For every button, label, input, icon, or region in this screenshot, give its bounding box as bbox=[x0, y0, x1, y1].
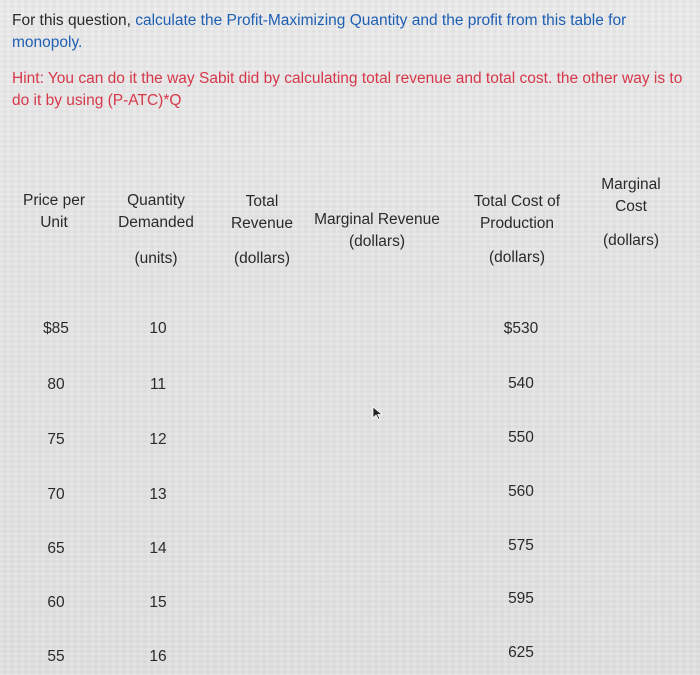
cell-price: 70 bbox=[47, 486, 65, 503]
header-quantity bbox=[108, 190, 204, 270]
hint-line-2: do it by using (P-ATC)*Q bbox=[12, 92, 182, 109]
header-quantity-line-2: Demanded bbox=[118, 214, 194, 231]
cell-quantity: 15 bbox=[149, 594, 167, 611]
cell-quantity: 12 bbox=[149, 431, 167, 448]
cell-price: 60 bbox=[47, 594, 65, 611]
question-prefix: For this question, bbox=[12, 12, 136, 29]
header-quantity-units: (units) bbox=[134, 250, 178, 267]
cell-price: $85 bbox=[43, 320, 69, 337]
mouse-pointer-icon bbox=[372, 406, 384, 420]
header-price-line-2: Unit bbox=[40, 214, 68, 231]
header-marginal-revenue bbox=[310, 209, 444, 253]
cell-total-cost: 625 bbox=[508, 644, 534, 661]
header-total-cost-units: (dollars) bbox=[489, 249, 545, 266]
header-quantity-line-1: Quantity bbox=[127, 192, 185, 209]
header-total-cost-line-1: Total Cost of bbox=[473, 193, 561, 210]
header-marginal-cost-units: (dollars) bbox=[603, 232, 659, 249]
header-total-revenue-line-1: Total bbox=[245, 193, 279, 210]
cell-quantity: 16 bbox=[149, 648, 167, 665]
cell-quantity: 13 bbox=[149, 486, 167, 503]
header-marginal-revenue-units: (dollars) bbox=[349, 233, 405, 250]
cell-price: 55 bbox=[47, 648, 65, 665]
cell-price: 75 bbox=[47, 431, 65, 448]
header-marginal-cost-line-1: Marginal bbox=[601, 176, 661, 193]
cell-total-cost: 560 bbox=[508, 483, 534, 500]
header-total-revenue-units: (dollars) bbox=[234, 250, 290, 267]
header-price bbox=[14, 190, 94, 234]
cell-total-cost: $530 bbox=[503, 320, 539, 337]
header-total-revenue bbox=[222, 191, 302, 270]
question-instruction: calculate the Profit-Maximizing Quantity and the profit from this table for bbox=[135, 12, 627, 29]
question-line-1 bbox=[12, 10, 682, 32]
hint-line-1: Hint: You can do it the way Sabit did by calculating total revenue and total cost. the other way is to bbox=[12, 70, 683, 87]
header-marginal-revenue-line-1: Marginal Revenue bbox=[314, 211, 440, 228]
cell-price: 80 bbox=[47, 376, 65, 393]
header-total-cost-line-2: Production bbox=[479, 215, 555, 232]
cell-price: 65 bbox=[47, 540, 65, 557]
cell-total-cost: 595 bbox=[508, 590, 534, 607]
header-marginal-cost bbox=[586, 174, 676, 252]
header-marginal-cost-line-2: Cost bbox=[615, 198, 647, 215]
question-line-2: monopoly. bbox=[12, 34, 83, 51]
cell-total-cost: 540 bbox=[508, 375, 534, 392]
cell-quantity: 14 bbox=[149, 540, 167, 557]
header-price-line-1: Price per bbox=[22, 192, 86, 209]
cell-total-cost: 575 bbox=[508, 537, 534, 554]
cell-quantity: 10 bbox=[149, 320, 167, 337]
cell-total-cost: 550 bbox=[508, 429, 534, 446]
cell-quantity: 11 bbox=[149, 376, 167, 393]
header-total-cost bbox=[462, 191, 572, 269]
header-total-revenue-line-2: Revenue bbox=[230, 215, 294, 232]
